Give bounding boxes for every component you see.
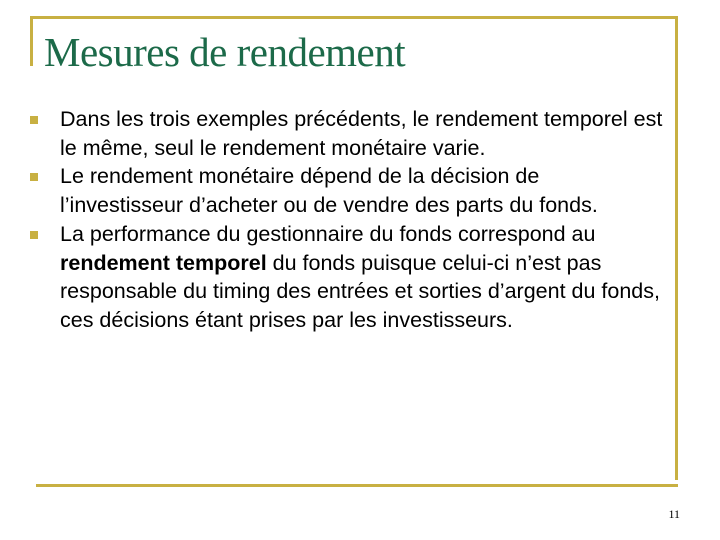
bullet-text: Dans les trois exemples précédents, le rendement temporel est le même, seul le rendement monétaire varie. [60, 107, 663, 160]
bullet-item [30, 220, 665, 335]
frame-bottom-rule [36, 484, 678, 487]
square-bullet-icon [30, 173, 38, 181]
square-bullet-icon [30, 116, 38, 124]
frame-left-rule [30, 16, 33, 66]
bullet-text: Le rendement monétaire dépend de la décision de l’investisseur d’acheter ou de vendre des parts du fonds. [60, 164, 598, 218]
page-number: 11 [668, 507, 680, 521]
bullet-text-before: La performance du gestionnaire du fonds correspond au [60, 221, 596, 246]
slide-title: Mesures de rendement [44, 29, 406, 75]
square-bullet-icon [30, 231, 38, 239]
bullet-item [30, 162, 665, 219]
bullet-list [30, 105, 665, 335]
bullet-text-after: du fonds puisque celui-ci n’est pas responsable du timing des entrées et sorties d’argent du fonds, ces décisions étant prises par les investisseurs. [60, 250, 660, 332]
bullet-item [30, 105, 665, 162]
bullet-text-bold: rendement temporel [60, 250, 267, 275]
frame-right-rule [675, 16, 678, 480]
frame-top-rule [30, 16, 678, 19]
